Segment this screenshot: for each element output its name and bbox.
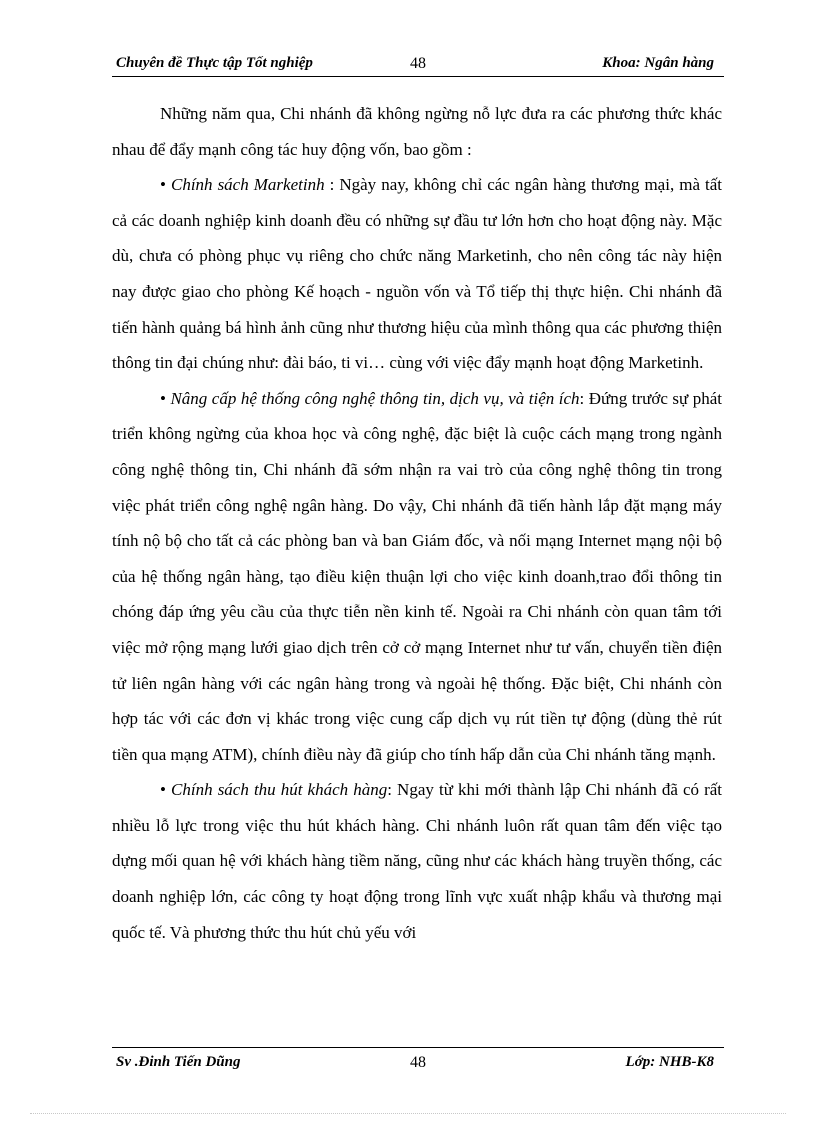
bullet-icon: • [160,175,166,195]
paragraph-lead: Chính sách thu hút khách hàng [171,780,388,800]
paragraph-text: Những năm qua, Chi nhánh đã không ngừng nỗ lực đưa ra các phương thức khác nhau để đẩy mạnh công tác huy động vốn, bao gồm : [112,104,722,159]
body-text [112,96,722,950]
paragraph-customers [112,772,722,950]
footer-student-name: Sv .Đinh Tiến Dũng [116,1054,241,1070]
paragraph-lead: Chính sách Marketinh [170,175,325,195]
footer-page-number: 48 [410,1054,426,1071]
paragraph-text: : Ngay từ khi mới thành lập Chi nhánh đã có rất nhiều lỗ lực trong việc thu hút khách hàng. Chi nhánh luôn rất quan tâm đến việc tạo dựng mối quan hệ với khách hàng tiềm năng, cũng như các khách hàng truyền thống, các doanh nghiệp lớn, các công ty hoạt động trong lĩnh vực xuất nhập khẩu và thương mại quốc tế. Và phương thức thu hút chủ yếu với [112,780,723,942]
footer-class: Lớp: NHB-K8 [625,1054,714,1070]
header-document-title: Chuyên đề Thực tập Tốt nghiệp [116,55,313,71]
paragraph-lead: Nâng cấp hệ thống công nghệ thông tin, dịch vụ, và tiện ích [170,388,580,408]
paragraph-text: : Ngày nay, không chỉ các ngân hàng thương mại, mà tất cả các doanh nghiệp kinh doanh đều có những sự đầu tư lớn hơn cho hoạt động này. Mặc dù, chưa có phòng phục vụ riêng cho chức năng Marketinh, cho nên công tác này hiện nay được giao cho phòng Kế hoạch - nguồn vốn và Tổ tiếp thị thực hiện. Chi nhánh đã tiến hành quảng bá hình ảnh cũng như thương hiệu của mình thông qua các phương thiện thông tin đại chúng như: đài báo, ti vi… cùng với việc đẩy mạnh hoạt động Marketinh. [112,175,723,373]
bullet-icon: • [160,388,166,408]
bullet-icon: • [160,780,166,800]
page-header [112,52,724,77]
page-bottom-divider [30,1113,786,1114]
header-page-number: 48 [410,55,426,72]
header-faculty: Khoa: Ngân hàng [602,55,714,71]
paragraph-technology [112,381,722,773]
page-footer [112,1047,724,1072]
paragraph-intro [112,96,722,167]
paragraph-text: : Đứng trước sự phát triển không ngừng của khoa học và công nghệ, đặc biệt là cuộc cách mạng trong ngành công nghệ thông tin, Chi nhánh đã sớm nhận ra vai trò của công nghệ thông tin trong việc phát triển công nghệ ngân hàng. Do vậy, Chi nhánh đã tiến hành lắp đặt mạng máy tính nộ bộ cho tất cả các phòng ban và ban Giám đốc, và nối mạng Internet mạng nội bộ của hệ thống ngân hàng, tạo điều kiện thuận lợi cho việc kinh doanh,trao đổi thông tin chóng đáp ứng yêu cầu của thực tiễn nền kinh tế. Ngoài ra Chi nhánh còn quan tâm tới việc mở rộng mạng lưới giao dịch trên cở cở mạng Internet như tư vấn, chuyển tiền điện tử liên ngân hàng với các ngân hàng trong và ngoài hệ thống. Đặc biệt, Chi nhánh còn hợp tác với các đơn vị khác trong việc cung cấp dịch vụ rút tiền tự động (dùng thẻ rút tiền qua mạng ATM), chính điều này đã giúp cho tính hấp dẫn của Chi nhánh tăng mạnh. [112,388,723,764]
paragraph-marketing [112,167,722,381]
